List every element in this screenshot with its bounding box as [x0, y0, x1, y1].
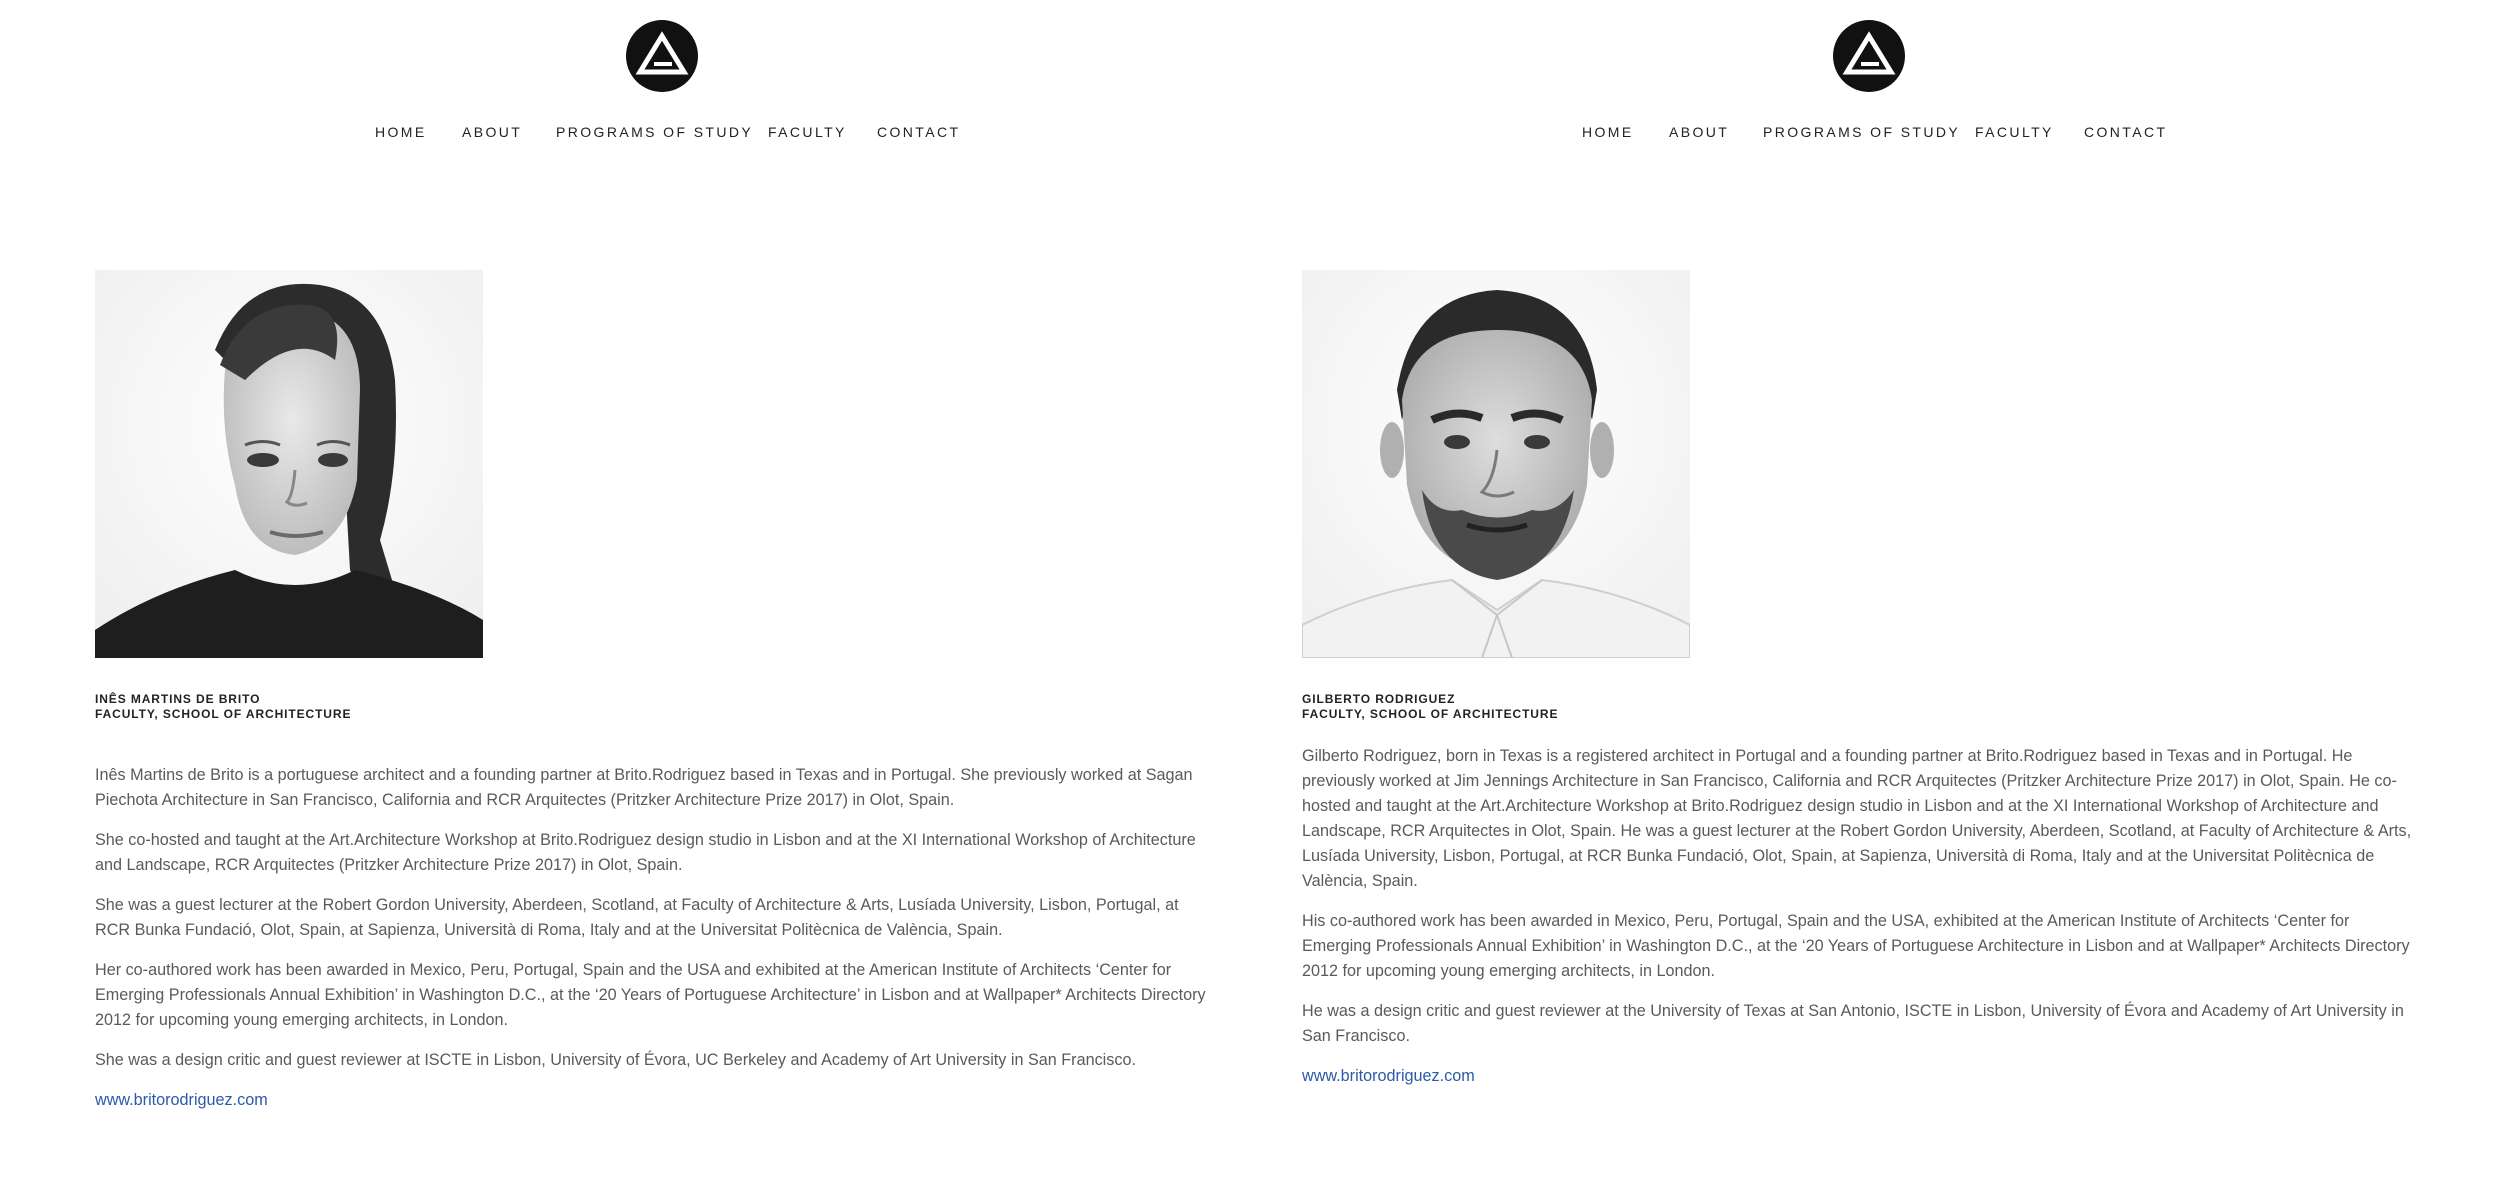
- faculty-name: GILBERTO RODRIGUEZ: [1302, 692, 1456, 706]
- school-logo[interactable]: [626, 20, 698, 92]
- bio-paragraph: Her co-authored work has been awarded in Mexico, Peru, Portugal, Spain and the USA and exhibited at the American Institute of Architects ‘Center for Emerging Professionals Annual Exhibition’ in Washington D.C., at the ‘20 Years of Portuguese Architecture’ in Lisbon and at Wallpaper* Architects Directory 2012 for upcoming young emerging architects, in London.: [95, 961, 1206, 1029]
- bio-paragraph: He was a design critic and guest reviewer at the University of Texas at San Antonio, ISCTE in Lisbon, University of Évora and Academy of Art University in San Francisco.: [1302, 1002, 2404, 1045]
- school-logo[interactable]: [1833, 20, 1905, 92]
- nav-faculty[interactable]: FACULTY: [1975, 124, 2054, 140]
- portrait-photo: [1302, 270, 1690, 658]
- bio-paragraph: Inês Martins de Brito is a portuguese architect and a founding partner at Brito.Rodriguez based in Texas and in Portugal. She previously worked at Sagan Piechota Architecture in San Francisco, California and RCR Arquitectes (Pritzker Architecture Prize 2017) in Olot, Spain.: [95, 766, 1193, 809]
- triangle-logo-icon: [626, 20, 698, 92]
- faculty-name-block: [1302, 692, 1558, 722]
- bio-paragraph: His co-authored work has been awarded in Mexico, Peru, Portugal, Spain and the USA, exhibited at the American Institute of Architects ‘Center for Emerging Professionals Annual Exhibition’ in Washington D.C., at the ‘20 Years of Portuguese Architecture in Lisbon and at Wallpaper* Architects Directory 2012 for upcoming young emerging architects, in London.: [1302, 912, 2410, 980]
- faculty-role: FACULTY, SCHOOL OF ARCHITECTURE: [95, 707, 352, 721]
- triangle-logo-icon: [1833, 20, 1905, 92]
- nav-programs-of-study[interactable]: PROGRAMS OF STUDY: [556, 124, 754, 140]
- main-nav: [1207, 122, 2413, 142]
- nav-home[interactable]: HOME: [375, 124, 427, 140]
- faculty-role: FACULTY, SCHOOL OF ARCHITECTURE: [1302, 707, 1559, 721]
- faculty-bio: [95, 763, 1215, 1128]
- portrait-woman-image: [95, 270, 483, 658]
- website-link[interactable]: www.britorodriguez.com: [1302, 1067, 1475, 1085]
- website-link[interactable]: www.britorodriguez.com: [95, 1091, 268, 1109]
- portrait-man-image: [1302, 270, 1690, 658]
- nav-contact[interactable]: CONTACT: [2084, 124, 2168, 140]
- faculty-panel-left: [0, 0, 1206, 1179]
- faculty-bio: [1302, 744, 2422, 1104]
- bio-paragraph: Gilberto Rodriguez, born in Texas is a registered architect in Portugal and a founding partner at Brito.Rodriguez based in Texas and in Portugal. He previously worked at Jim Jennings Architecture in San Francisco, California and RCR Arquitectes (Pritzker Architecture Prize 2017) in Olot, Spain. He co-hosted and taught at the Art.Architecture Workshop at Brito.Rodriguez design studio in Lisbon and at the XI International Workshop of Architecture and Landscape, RCR Arquitectes in Olot, Spain. He was a guest lecturer at the Robert Gordon University, Aberdeen, Scotland, at Faculty of Architecture & Arts, Lusíada University, Lisbon, Portugal, at RCR Bunka Fundació, Olot, Spain, at Sapienza, Università di Roma, Italy and at the Universitat Politècnica de València, Spain.: [1302, 747, 2412, 890]
- nav-home[interactable]: HOME: [1582, 124, 1634, 140]
- bio-paragraph: She was a guest lecturer at the Robert Gordon University, Aberdeen, Scotland, at Faculty of Architecture & Arts, Lusíada University, Lisbon, Portugal, at RCR Bunka Fundació, Olot, Spain, at Sapienza, Università di Roma, Italy and at the Universitat Politècnica de València, Spain.: [95, 896, 1179, 939]
- bio-paragraph: She was a design critic and guest reviewer at ISCTE in Lisbon, University of Évora, UC Berkeley and Academy of Art University in San Francisco.: [95, 1051, 1136, 1069]
- main-nav: [0, 122, 1206, 142]
- faculty-name: INÊS MARTINS DE BRITO: [95, 692, 261, 706]
- faculty-panel-right: [1207, 0, 2413, 1179]
- nav-contact[interactable]: CONTACT: [877, 124, 961, 140]
- bio-paragraph: She co-hosted and taught at the Art.Architecture Workshop at Brito.Rodriguez design studio in Lisbon and at the XI International Workshop of Architecture and Landscape, RCR Arquitectes (Pritzker Architecture Prize 2017) in Olot, Spain.: [95, 831, 1196, 874]
- faculty-name-block: [95, 692, 351, 722]
- nav-programs-of-study[interactable]: PROGRAMS OF STUDY: [1763, 124, 1961, 140]
- nav-about[interactable]: ABOUT: [462, 124, 523, 140]
- nav-about[interactable]: ABOUT: [1669, 124, 1730, 140]
- portrait-photo: [95, 270, 483, 658]
- nav-faculty[interactable]: FACULTY: [768, 124, 847, 140]
